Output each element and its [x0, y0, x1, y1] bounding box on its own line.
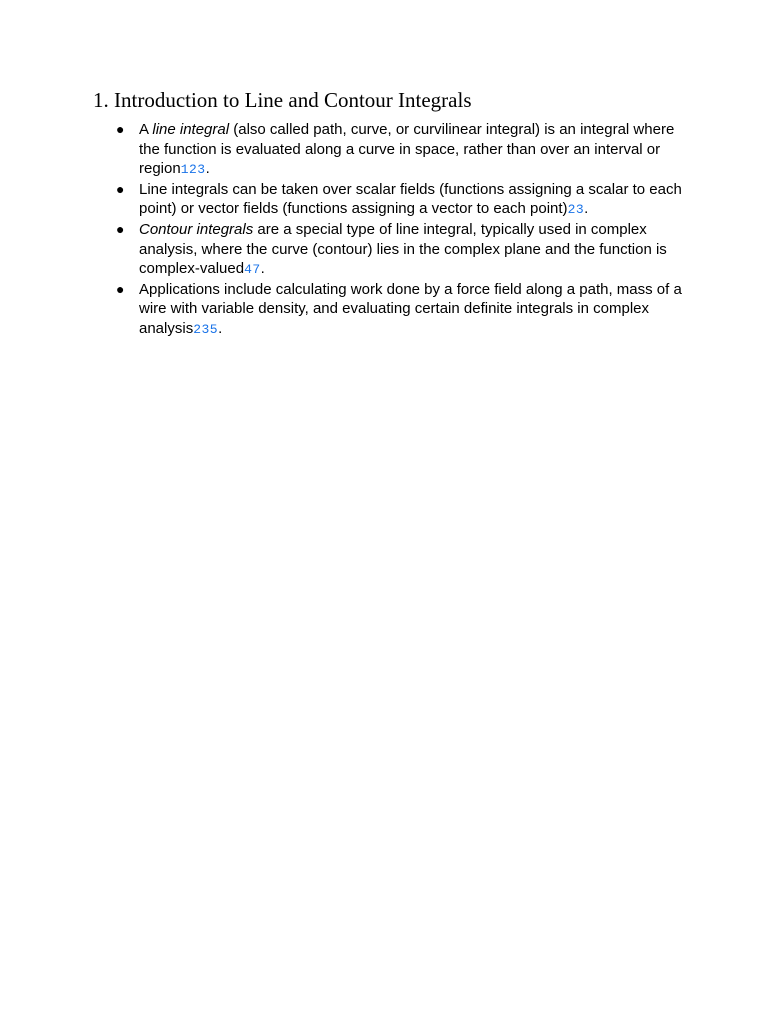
item-suffix: .	[205, 160, 210, 178]
bullet-list	[116, 120, 684, 340]
item-emphasis: Contour integrals	[139, 220, 254, 238]
bullet-icon: ●	[116, 280, 125, 297]
item-prefix: A	[139, 121, 153, 138]
citation-link[interactable]: 235	[193, 321, 219, 337]
item-text: (also called path, curve, or curvilinear integral) is an integral where the function is evaluated along a curve in space, rather than over an interval or region	[139, 121, 675, 178]
citation-link[interactable]: 47	[244, 262, 261, 278]
bullet-icon: ●	[116, 220, 125, 237]
list-item	[116, 280, 684, 340]
section-heading: 1. Introduction to Line and Contour Integrals	[93, 88, 472, 112]
bullet-icon: ●	[116, 180, 125, 197]
citation-link[interactable]: 123	[180, 162, 206, 178]
item-suffix: .	[584, 200, 589, 218]
item-emphasis: line integral	[152, 121, 230, 138]
item-text: Applications include calculating work done by a force field along a path, mass of a wire with variable density, and evaluating certain definite integrals in complex analysis	[139, 280, 682, 337]
list-item	[116, 220, 684, 280]
item-suffix: .	[218, 319, 223, 337]
list-item	[116, 120, 684, 180]
list-item	[116, 180, 684, 220]
citation-link[interactable]: 23	[567, 202, 585, 218]
item-text: are a special type of line integral, typically used in complex analysis, where the curve (contour) lies in the complex plane and the function is complex-valued	[139, 220, 667, 278]
item-text: Line integrals can be taken over scalar fields (functions assigning a scalar to each point) or vector fields (functions assigning a vector to each point)	[139, 180, 682, 218]
item-suffix: .	[260, 260, 265, 278]
bullet-icon: ●	[116, 121, 125, 137]
